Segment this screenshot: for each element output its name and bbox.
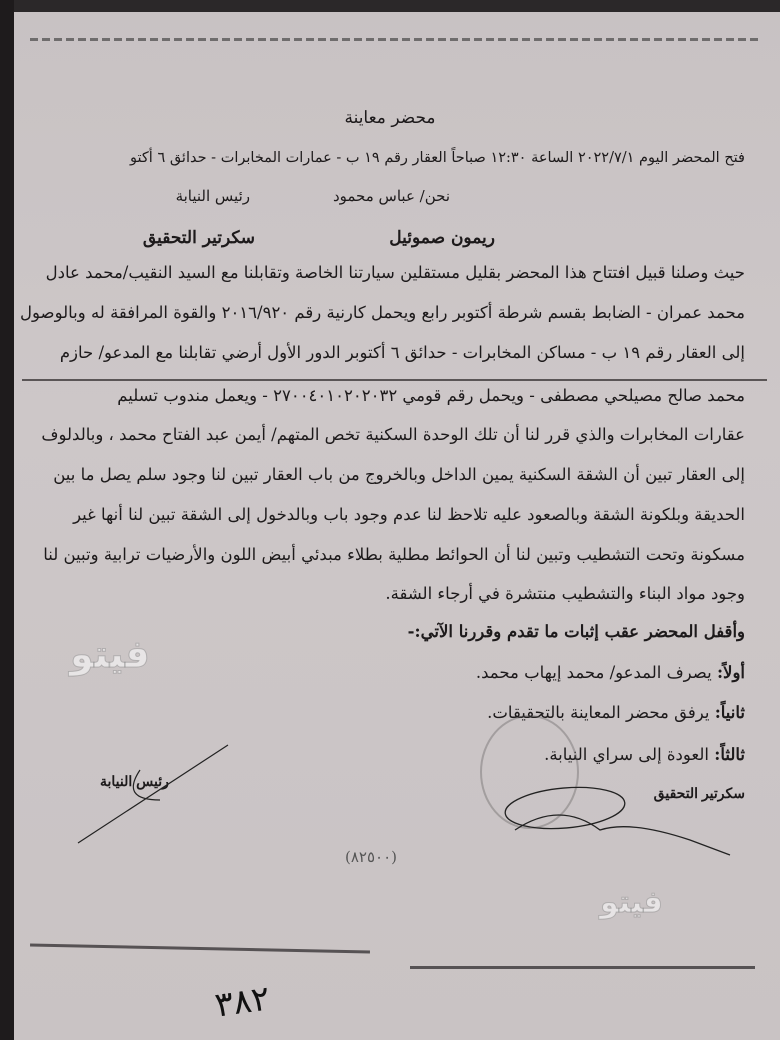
signature-label-left: رئيس النيابة	[100, 773, 169, 789]
decision-text: يصرف المدعو/ محمد إيهاب محمد.	[475, 663, 712, 682]
body-line: محمد صالح مصيلحي مصطفى - ويحمل رقم قومي ٢٧٠٠٤٠١٠٢٠٢٠٣٢ - ويعمل مندوب تسليم	[117, 386, 745, 405]
body-line: حيث وصلنا قبيل افتتاح هذا المحضر بقليل مستقلين سيارتنا الخاصة وتقابلنا مع السيد النقيب/محمد عادل	[45, 263, 745, 282]
watermark-logo: فيتو	[600, 885, 663, 920]
opening-line: فتح المحضر اليوم ٢٠٢٢/٧/١ الساعة ١٢:٣٠ صباحاً العقار رقم ١٩ ب - عمارات المخابرات - حدائق ٦ أكتو	[130, 150, 745, 166]
decision-label: أولاً:	[716, 663, 745, 682]
investigator-name: نحن/ عباس محمود	[332, 187, 450, 205]
body-line: مسكونة وتحت التشطيب وتبين لنا أن الحوائط مطلية بطلاء مبدئي أبيض اللون والأرضيات ترابية وتبين لنا	[43, 545, 745, 564]
body-line: وجود مواد البناء والتشطيب منتشرة في أرجاء الشقة.	[385, 584, 745, 603]
body-line: الحديقة وبلكونة الشقة وبالصعود عليه تلاحظ لنا عدم وجود باب وبالدخول إلى الشقة تبين لنا أنها غير	[73, 505, 745, 524]
secretary-role: سكرتير التحقيق	[142, 228, 255, 248]
footer-rule	[410, 966, 755, 969]
decision-label: ثالثاً:	[714, 745, 745, 764]
body-line: محمد عمران - الضابط بقسم شرطة أكتوبر رابع ويحمل كارنية رقم ٢٠١٦/٩٢٠ والقوة المرافقة له وبالوصول	[20, 303, 745, 322]
decision-text: يرفق محضر المعاينة بالتحقيقات.	[487, 703, 710, 722]
decision-text: العودة إلى سراي النيابة.	[544, 745, 709, 764]
investigator-role: رئيس النيابة	[175, 187, 250, 205]
stamp-number: (٨٢٥٠٠)	[345, 848, 398, 866]
body-line: إلى العقار تبين أن الشقة السكنية يمين الداخل وبالخروج من باب العقار تبين لنا وجود سلم يصل ما بين	[53, 465, 745, 484]
handwritten-page-number: ٣٨٢	[212, 978, 273, 1026]
watermark-logo: فيتو	[70, 632, 150, 676]
secretary-name: ريمون صموئيل	[389, 228, 495, 248]
signature-label-right: سكرتير التحقيق	[653, 785, 745, 801]
decision-label: ثانياً:	[714, 703, 745, 722]
document-title: محضر معاينة	[344, 108, 436, 128]
body-line: إلى العقار رقم ١٩ ب - مساكن المخابرات - حدائق ٦ أكتوبر الدور الأول أرضي تقابلنا مع المدعو/ حازم	[59, 343, 745, 362]
body-line: عقارات المخابرات والذي قرر لنا أن تلك الوحدة السكنية تخص المتهم/ أيمن عبد الفتاح محمد ، وبالدلوف	[41, 425, 745, 444]
closing-heading: وأقفل المحضر عقب إثبات ما تقدم وقررنا الآتي:-	[407, 622, 745, 641]
